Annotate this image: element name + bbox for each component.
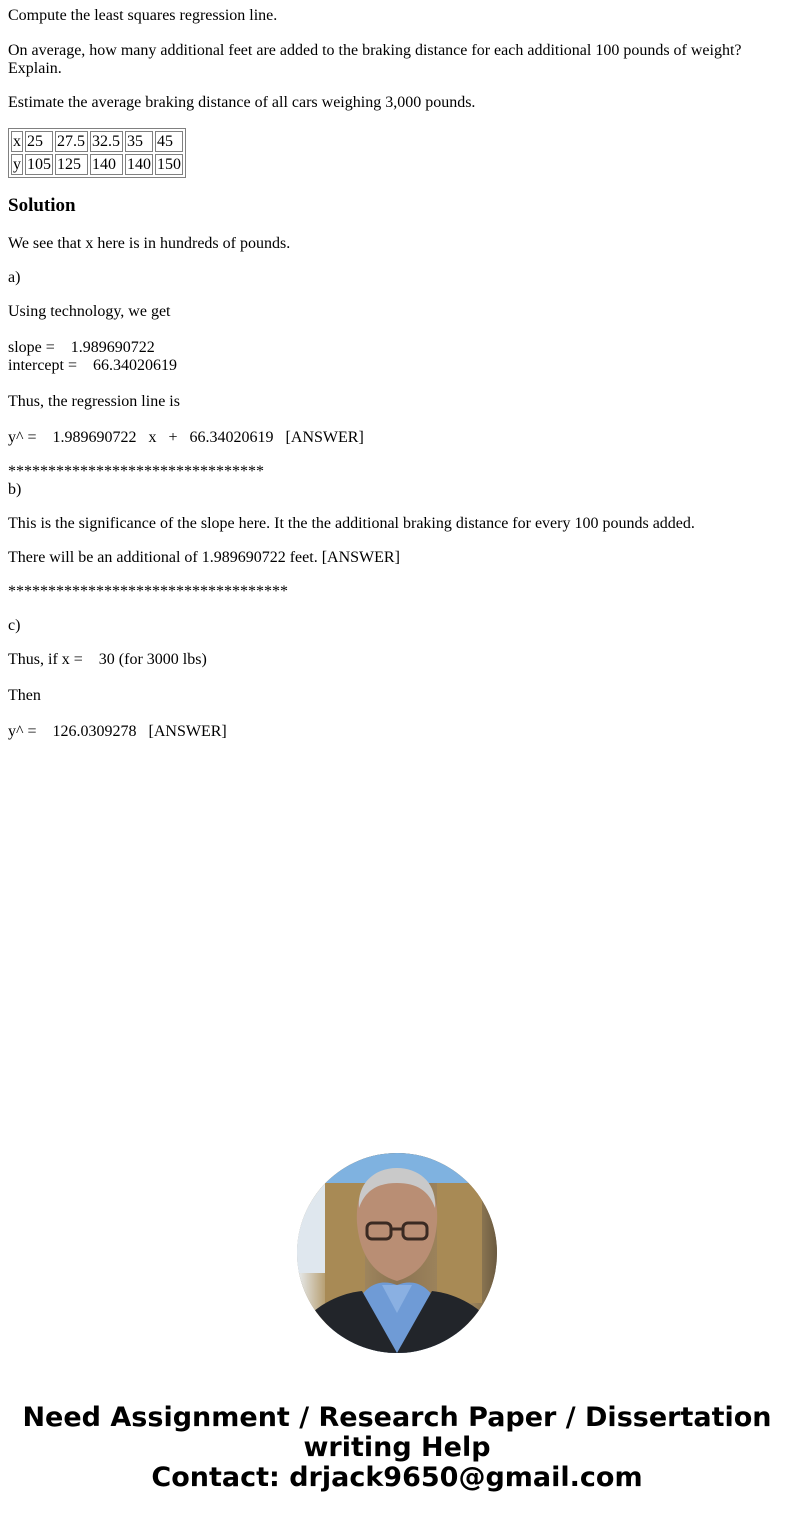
separator-stars-1: ********************************	[8, 463, 264, 480]
part-a-technology: Using technology, we get	[8, 303, 171, 320]
table-row-x	[11, 131, 183, 152]
footer-contact: Contact: drjack9650@gmail.com	[151, 1462, 643, 1493]
regression-equation: y^ = 1.989690722 x + 66.34020619 [ANSWER]	[8, 429, 364, 446]
table-cell: 32.5	[90, 131, 123, 152]
table-row-y	[11, 154, 183, 175]
intercept-line: intercept = 66.34020619	[8, 357, 177, 374]
part-b-label: b)	[8, 481, 22, 498]
slope-line: slope = 1.989690722	[8, 339, 155, 356]
footer-banner	[0, 1403, 794, 1493]
table-cell: 150	[157, 156, 181, 173]
table-cell: 35	[125, 131, 153, 152]
table-cell: 105	[27, 156, 51, 173]
table-cell: y	[13, 156, 21, 173]
part-b-answer: There will be an additional of 1.989690722 feet. [ANSWER]	[8, 549, 400, 566]
part-c-label: c)	[8, 617, 21, 634]
question-line-1: Compute the least squares regression line.	[8, 7, 278, 24]
part-c-text: Thus, if x = 30 (for 3000 lbs)	[8, 651, 207, 668]
table-cell: x	[13, 133, 21, 150]
part-b-text: This is the significance of the slope here. It the the additional braking distance for every 100 pounds added.	[8, 515, 695, 532]
data-table	[8, 128, 186, 178]
table-cell: 45	[155, 131, 183, 152]
solution-heading: Solution	[8, 195, 76, 216]
separator-stars-2: ***********************************	[8, 583, 288, 600]
question-line-3: Estimate the average braking distance of all cars weighing 3,000 pounds.	[8, 94, 476, 111]
regression-intro: Thus, the regression line is	[8, 393, 180, 410]
table-cell: 25	[25, 131, 53, 152]
table-cell: 140	[90, 154, 123, 175]
person-photo-icon	[297, 1153, 497, 1353]
table-cell: 140	[127, 156, 151, 173]
footer-line-1: Need Assignment / Research Paper / Dissertation	[22, 1402, 772, 1433]
question-line-2: On average, how many additional feet are added to the braking distance for each additional 100 pounds of weight? Explain.	[8, 42, 742, 77]
table-cell: 125	[55, 154, 88, 175]
avatar-illustration	[297, 1153, 497, 1353]
part-a-label: a)	[8, 269, 21, 286]
table-cell: 27.5	[55, 131, 88, 152]
part-c-answer: y^ = 126.0309278 [ANSWER]	[8, 723, 227, 740]
then-line: Then	[8, 687, 41, 704]
footer-line-2: writing Help	[303, 1432, 491, 1463]
solution-intro: We see that x here is in hundreds of pounds.	[8, 235, 291, 252]
